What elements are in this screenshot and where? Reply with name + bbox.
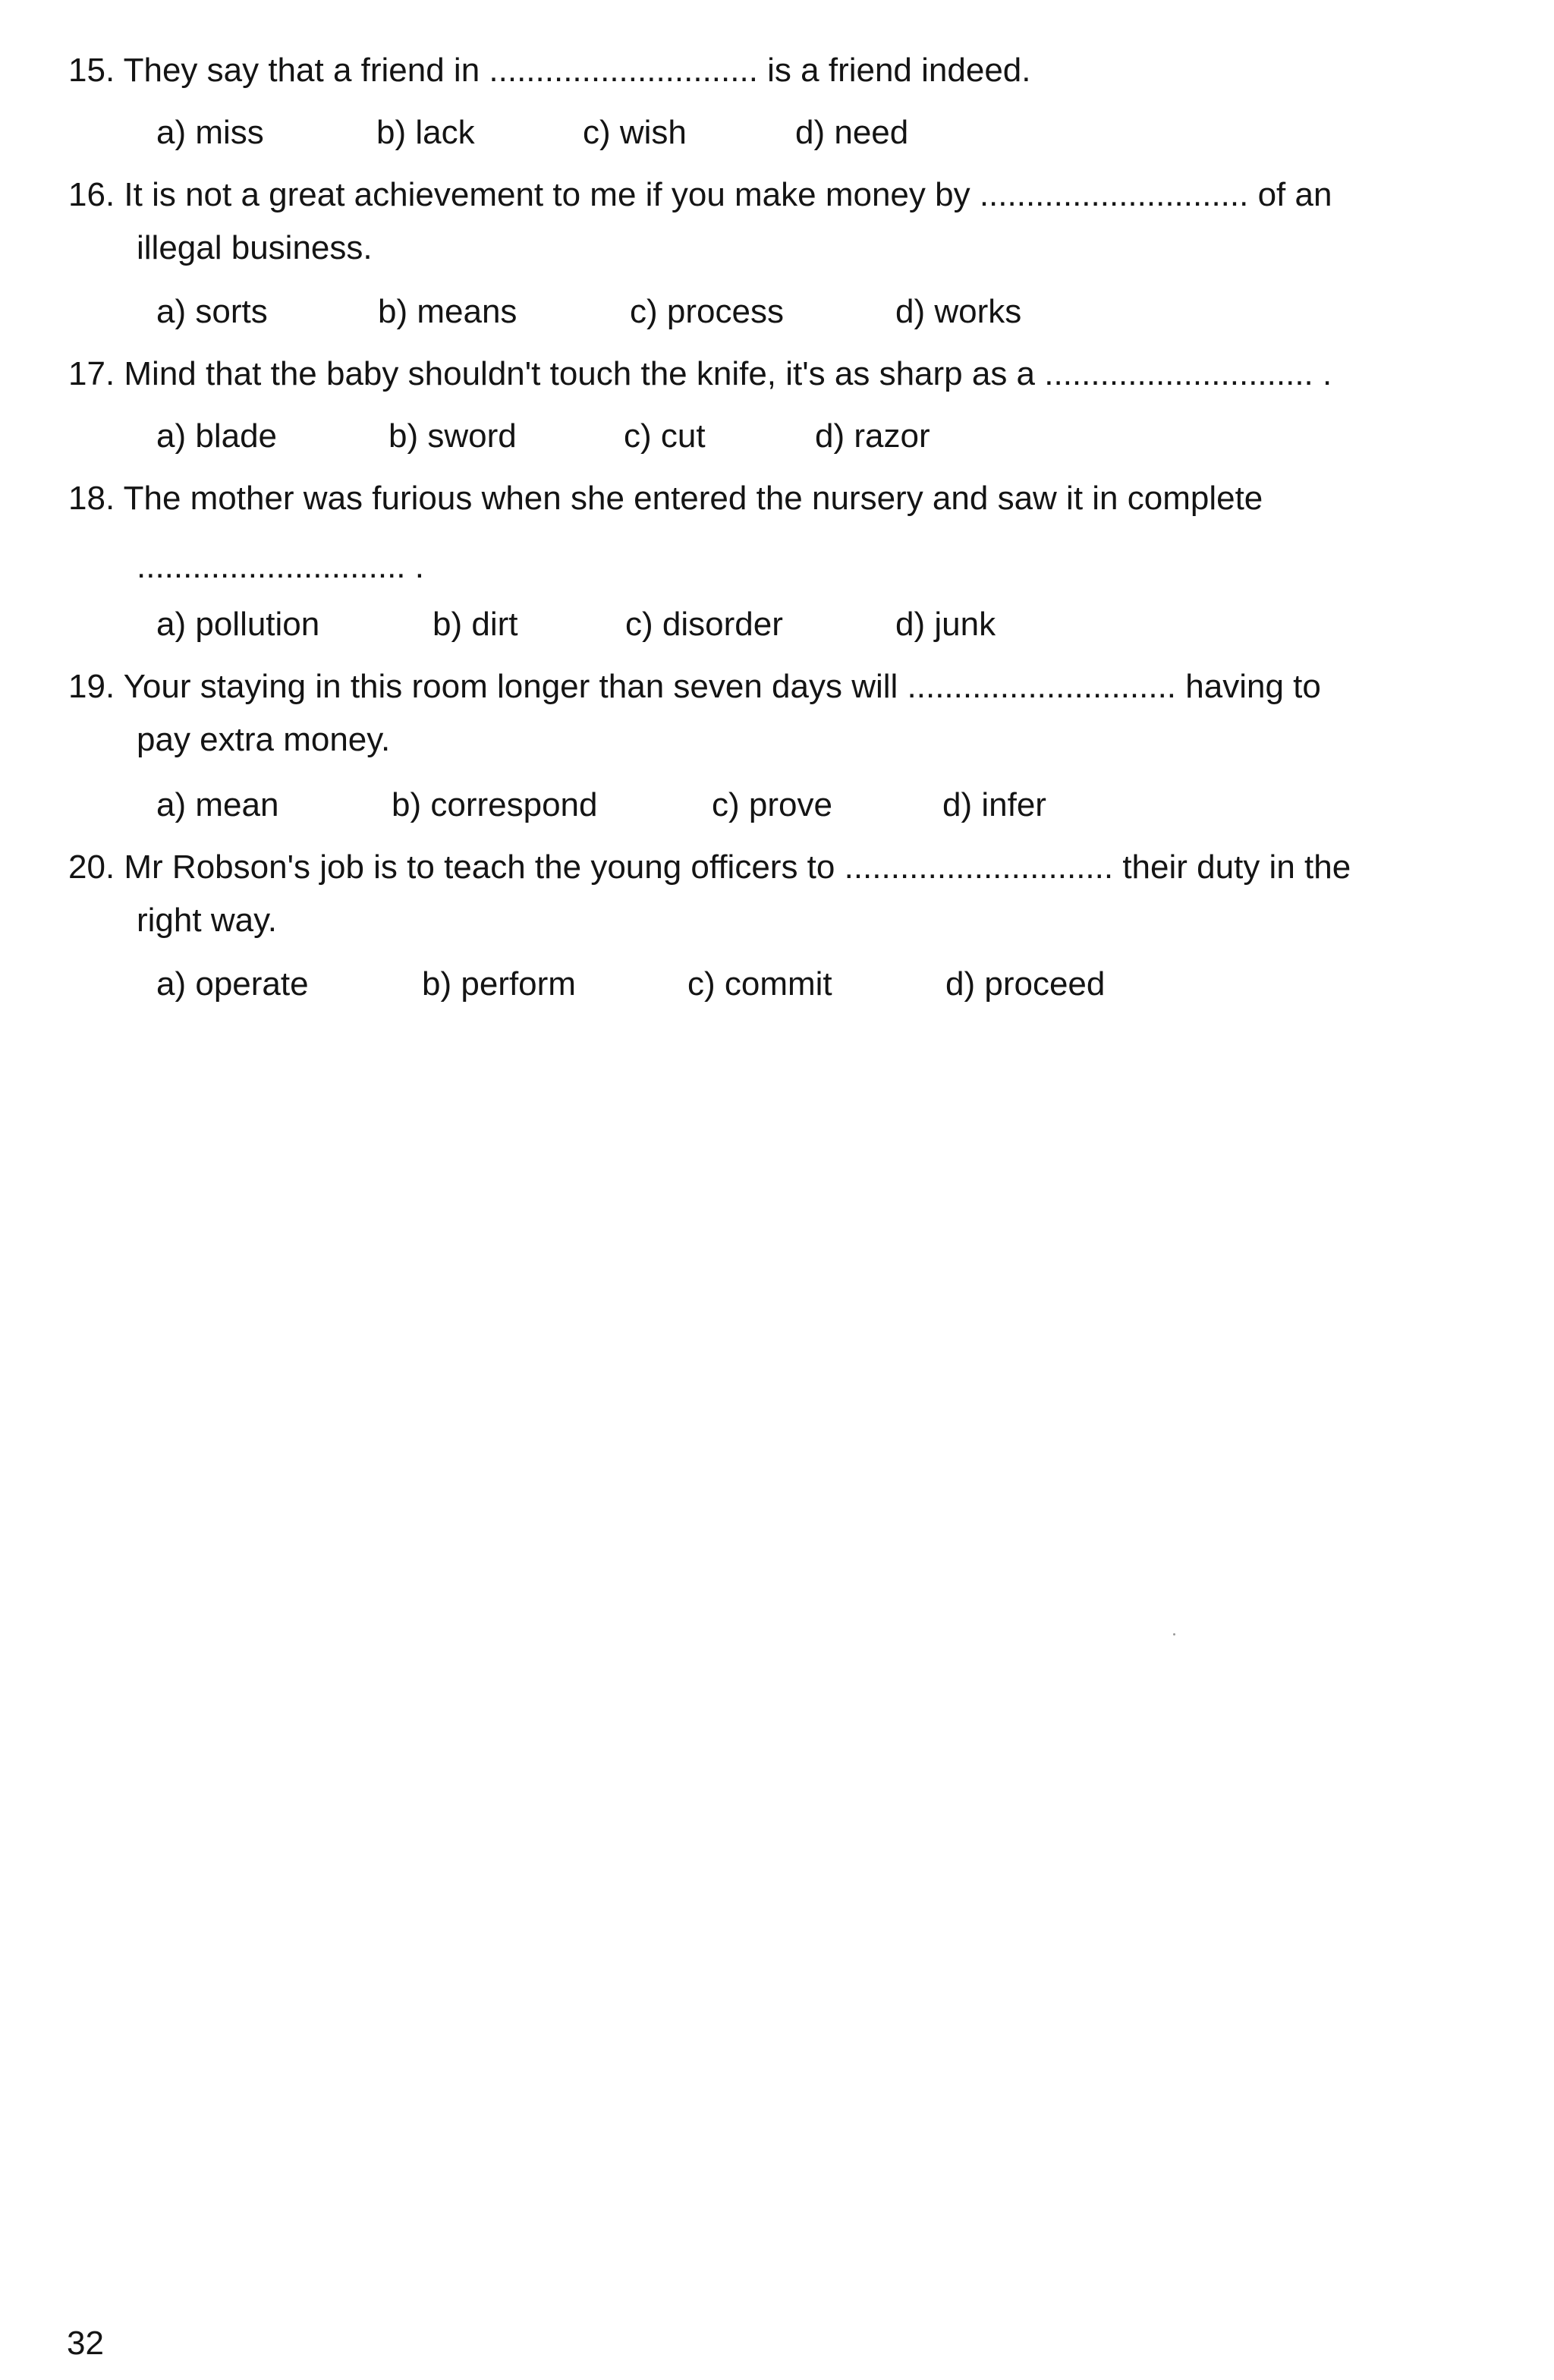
option-b: b) dirt: [433, 606, 518, 643]
option-b: b) correspond: [392, 786, 598, 823]
option-b: b) means: [378, 293, 517, 330]
option-d: d) works: [895, 293, 1022, 330]
question-19-continuation: pay extra money.: [137, 721, 391, 758]
question-18-text: 18. The mother was furious when she entered the nursery and saw it in complete: [68, 480, 1263, 517]
question-16-continuation: illegal business.: [137, 229, 373, 266]
page-number: 32: [67, 2325, 104, 2362]
option-c: c) disorder: [625, 606, 783, 643]
question-15-text: 15. They say that a friend in ............................. is a friend indeed.: [68, 52, 1031, 89]
option-a: a) mean: [156, 786, 279, 823]
option-d: d) infer: [942, 786, 1046, 823]
question-17: [68, 348, 1510, 401]
question-18-continuation: ............................. .: [137, 548, 424, 585]
option-c: c) cut: [624, 417, 706, 455]
option-d: d) need: [795, 114, 909, 151]
question-20-text: 20. Mr Robson's job is to teach the young officers to ............................. their duty in the: [68, 848, 1351, 886]
question-20: [68, 841, 1510, 939]
option-a: a) blade: [156, 417, 278, 455]
option-a: a) sorts: [156, 293, 268, 330]
option-d: d) proceed: [945, 965, 1106, 1003]
option-c: c) process: [630, 293, 784, 330]
question-19-text: 19. Your staying in this room longer than seven days will ............................. having to: [68, 668, 1321, 705]
option-b: b) perform: [422, 965, 576, 1003]
option-b: b) lack: [376, 114, 475, 151]
question-17-text: 17. Mind that the baby shouldn't touch the knife, it's as sharp as a ............................. .: [68, 355, 1332, 392]
option-c: c) commit: [687, 965, 832, 1003]
option-a: a) operate: [156, 965, 309, 1003]
question-18: [68, 472, 1510, 585]
question-20-continuation: right way.: [137, 902, 278, 939]
option-a: a) pollution: [156, 606, 320, 643]
option-c: c) prove: [712, 786, 832, 823]
option-a: a) miss: [156, 114, 264, 151]
question-16: [68, 168, 1510, 266]
question-19: [68, 660, 1510, 758]
option-d: d) junk: [895, 606, 996, 643]
scan-speck: [1173, 1633, 1175, 1635]
option-b: b) sword: [388, 417, 517, 455]
question-15: [68, 44, 1510, 97]
question-16-text: 16. It is not a great achievement to me if you make money by ............................. of an: [68, 176, 1332, 213]
option-c: c) wish: [583, 114, 687, 151]
option-d: d) razor: [815, 417, 930, 455]
